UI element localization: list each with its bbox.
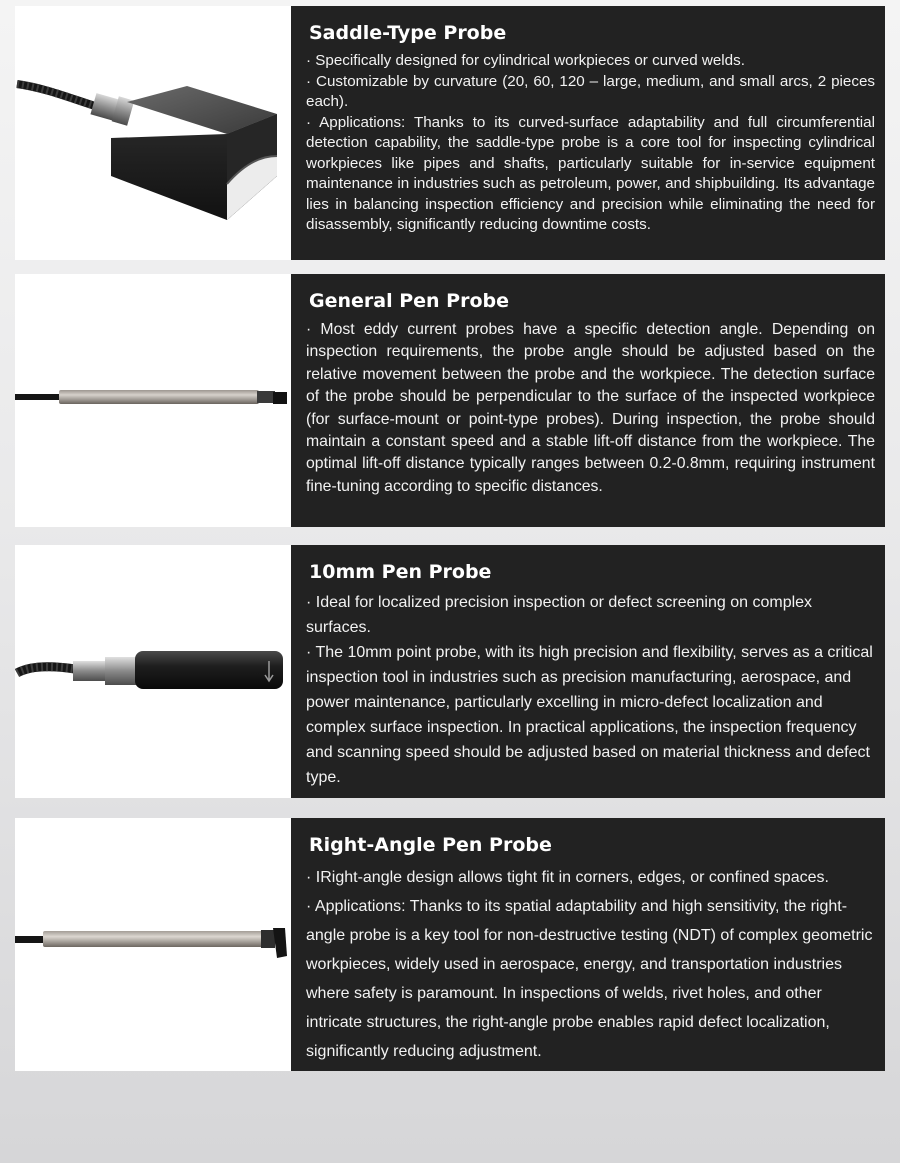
saddle-probe-bullet: · Customizable by curvature (20, 60, 120 – large, medium, and small arcs, 2 pieces each). <box>306 72 875 110</box>
saddle-probe-description <box>291 6 885 260</box>
product-card-right-angle-pen-probe <box>15 818 885 1071</box>
10mm-pen-probe-image <box>15 545 291 798</box>
saddle-probe-image <box>15 6 291 260</box>
product-card-10mm-pen-probe <box>15 545 885 798</box>
10mm-pen-probe-description <box>291 545 885 798</box>
right-angle-pen-probe-title: Right-Angle Pen Probe <box>309 834 552 856</box>
10mm-pen-probe-title: 10mm Pen Probe <box>309 561 492 583</box>
saddle-probe-bullet: · Applications: Thanks to its curved-surface adaptability and full circumferential detection capability, the saddle-type probe is a core tool for inspecting cylindrical workpieces like pipes and shafts, particularly suitable for in-service equipment maintenance in industries such as petroleum, power, and shipbuilding. Its advantage lies in balancing inspection efficiency and precision while eliminating the need for disassembly, significantly reducing downtime costs. <box>306 113 875 233</box>
saddle-probe-title: Saddle-Type Probe <box>309 22 507 44</box>
right-angle-pen-probe-image <box>15 818 291 1071</box>
general-pen-probe-description <box>291 274 885 527</box>
right-angle-pen-probe-bullet: · IRight-angle design allows tight fit in corners, edges, or confined spaces. <box>306 869 829 886</box>
general-pen-probe-bullet: · Most eddy current probes have a specific detection angle. Depending on inspection requirements, the probe angle should be adjusted based on the relative movement between the probe and the workpiece. The detection surface of the probe should be perpendicular to the surface of the inspected workpiece (for surface-mount or point-type probes). During inspection, the probe should maintain a constant speed and a stable lift-off distance from the workpiece. The optimal lift-off distance typically ranges between 0.2-0.8mm, requiring instrument fine-tuning according to specific distances. <box>306 321 875 495</box>
product-card-general-pen-probe <box>15 274 885 527</box>
saddle-probe-bullet: · Specifically designed for cylindrical workpieces or curved welds. <box>306 52 745 69</box>
right-angle-pen-probe-description <box>291 818 885 1071</box>
10mm-pen-probe-bullet: · Ideal for localized precision inspection or defect screening on complex surfaces. <box>306 594 813 636</box>
right-angle-pen-probe-bullet: · Applications: Thanks to its spatial adaptability and high sensitivity, the right-angle probe is a key tool for non-destructive testing (NDT) of complex geometric workpieces, widely used in aerospace, energy, and transportation industries where safety is paramount. In inspections of welds, rivet holes, and other intricate structures, the right-angle probe enables rapid defect localization, significantly reducing adjustment. <box>306 898 873 1060</box>
10mm-pen-probe-bullet: · The 10mm point probe, with its high precision and flexibility, serves as a critical inspection tool in industries such as precision manufacturing, aerospace, and power maintenance, particularly excelling in micro-defect localization and complex surface inspection. In practical applications, the inspection frequency and scanning speed should be adjusted based on material thickness and defect type. <box>306 644 873 786</box>
product-card-saddle-probe <box>15 6 885 260</box>
general-pen-probe-image <box>15 274 291 527</box>
general-pen-probe-title: General Pen Probe <box>309 290 510 312</box>
